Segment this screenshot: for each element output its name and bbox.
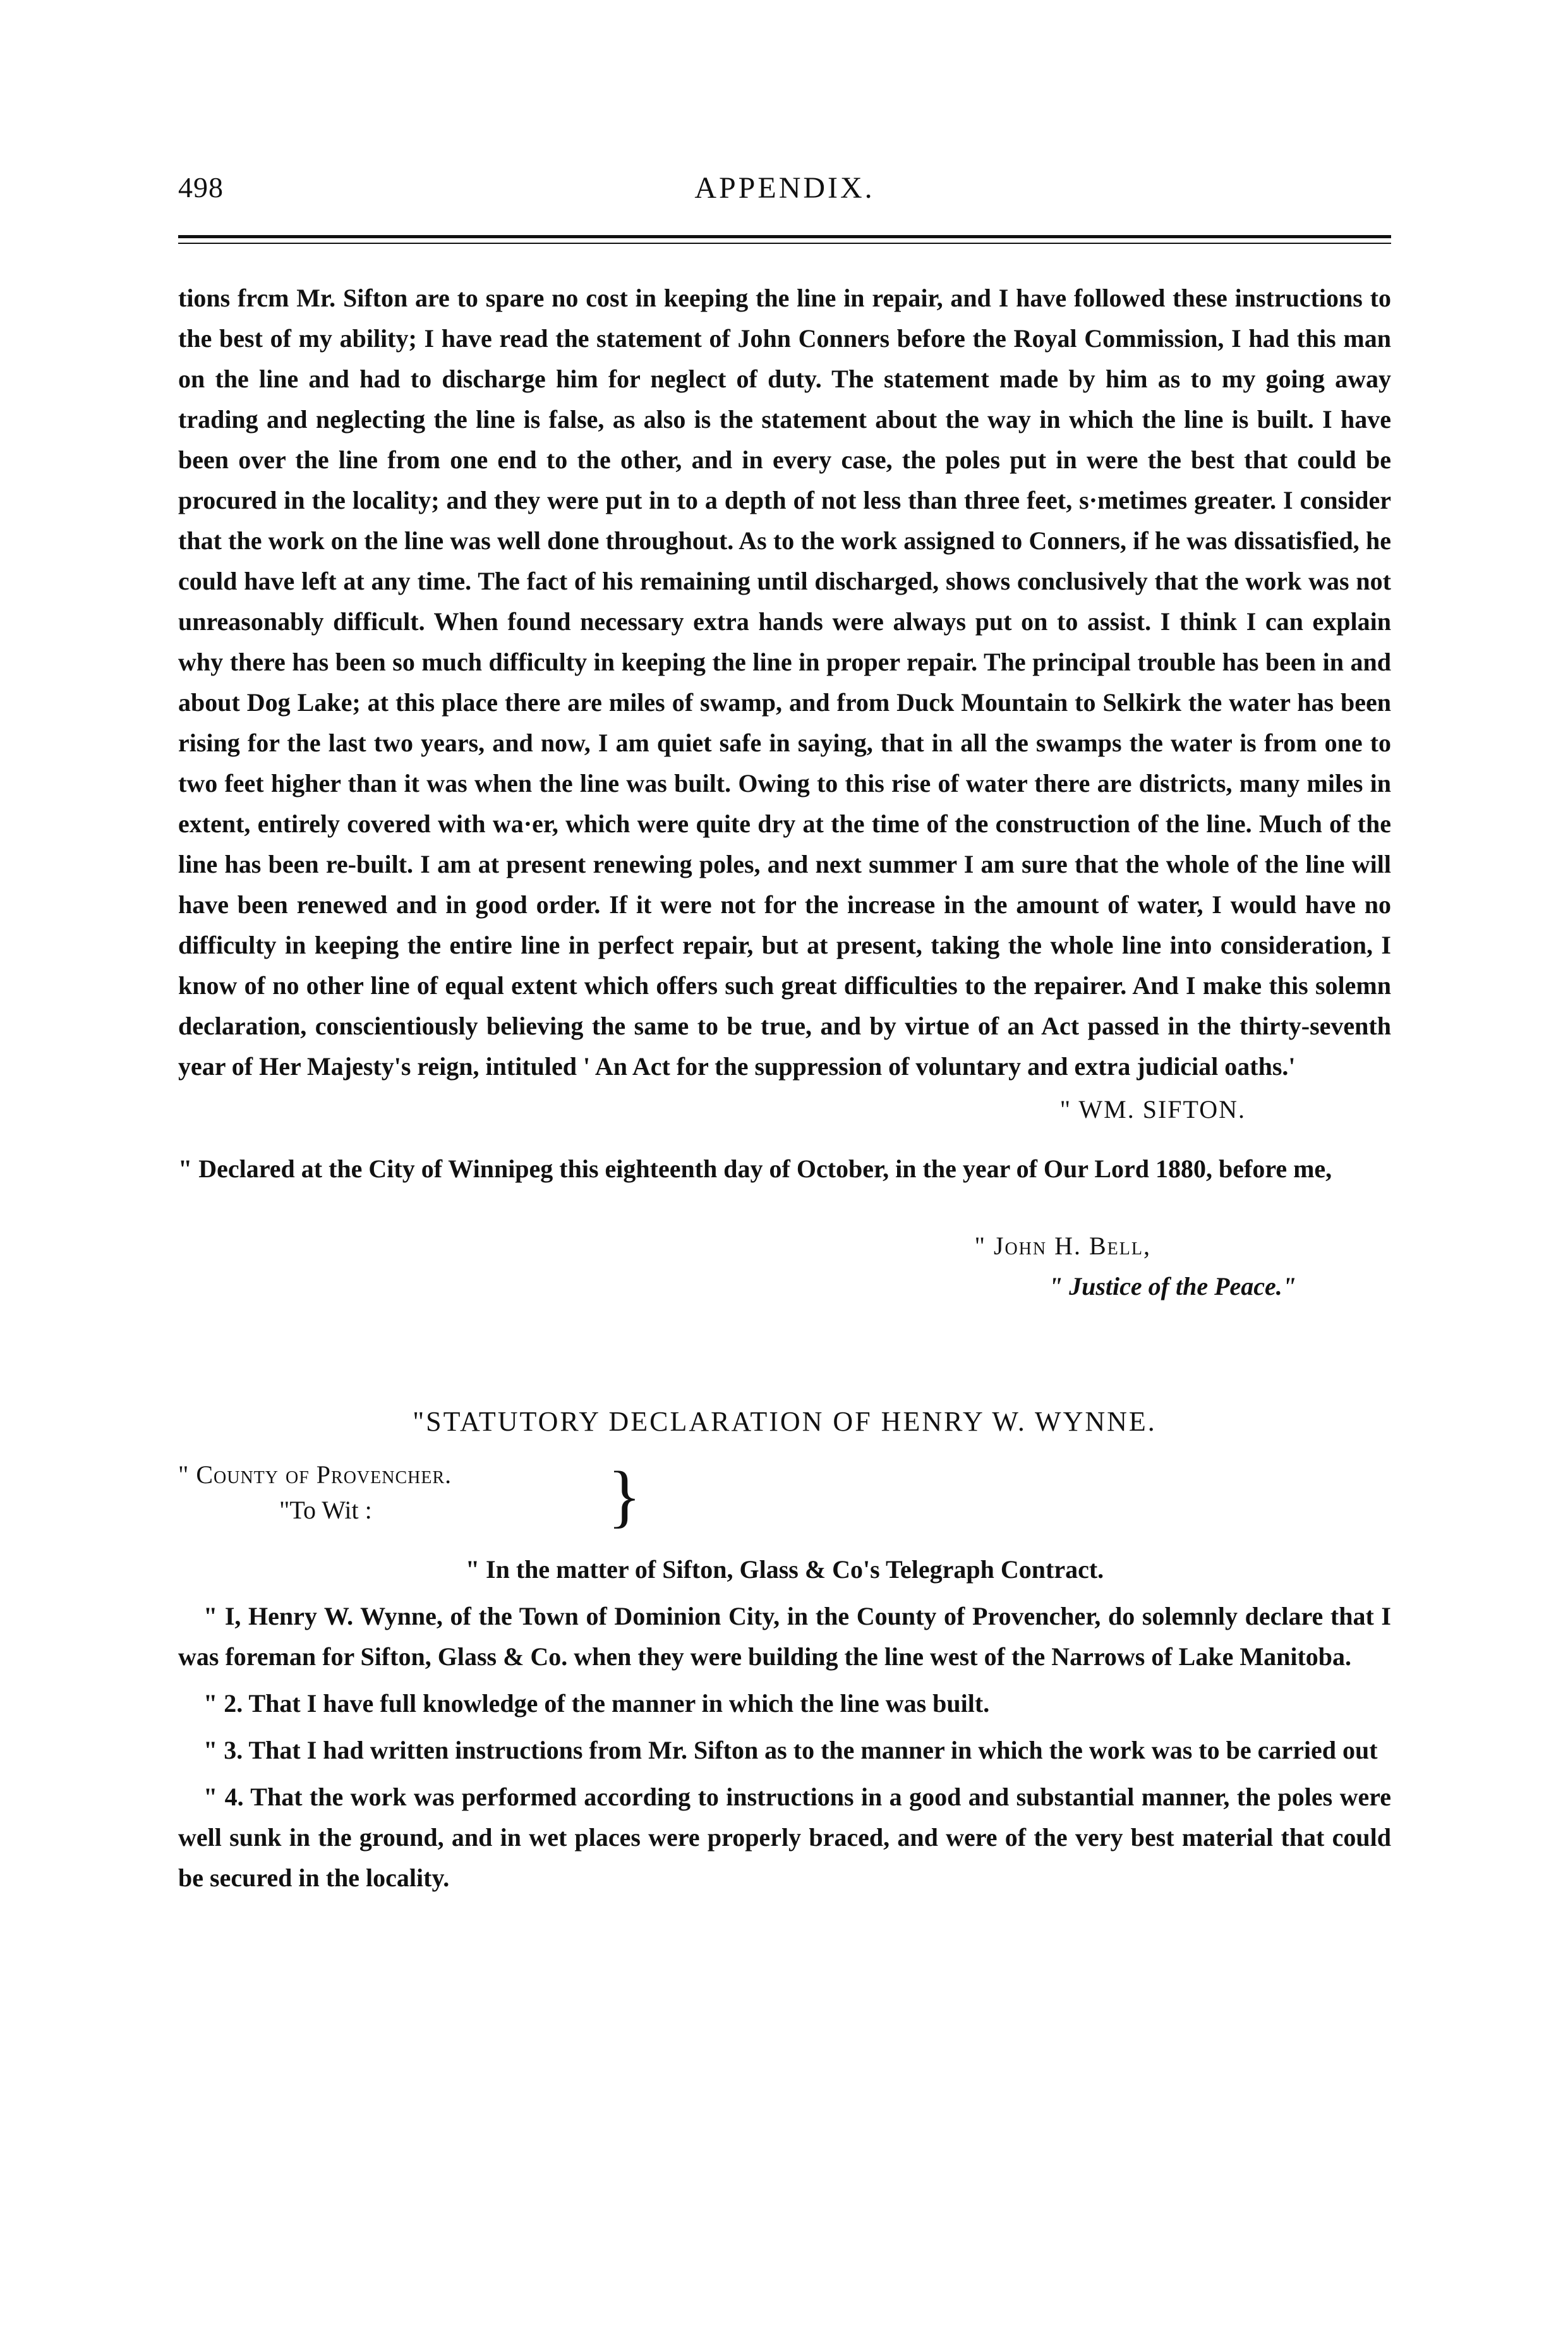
wynne-paragraph-3: " 3. That I had written instructions from Mr. Sifton as to the manner in which the work was to be carried out [203, 1736, 1378, 1764]
running-head: APPENDIX. [694, 171, 875, 205]
justice-title: " Justice of the Peace." [1048, 1272, 1296, 1300]
sifton-signature: " WM. SIFTON. [1059, 1095, 1246, 1124]
declaration-place-date: " Declared at the City of Winnipeg this eighteenth day of October, in the year of Our Lord 1880, before me, [178, 1155, 1332, 1183]
to-wit-line: "To Wit : [279, 1496, 372, 1524]
county-line: " County of Provencher. [178, 1460, 452, 1489]
matter-line: " In the matter of Sifton, Glass & Co's Telegraph Contract. [465, 1555, 1104, 1584]
header-rule-thick [178, 235, 1391, 238]
sifton-statement-paragraph: tions frcm Mr. Sifton are to spare no cost in keeping the line in repair, and I have followed these instructions to the best of my ability; I have read the statement of John Conners before the Royal Commission, I had this man on the line and had to discharge him for neglect of duty. The statement made by him as to my going away trading and neglecting the line is false, as also is the statement about the way in which the line is built. I have been over the line from one end to the other, and in every case, the poles put in were the best that could be procured in the locality; and they were put in to a depth of not less than three feet, s·metimes greater. I consider that the work on the line was well done throughout. As to the work assigned to Conners, if he was dissatisfied, he could have left at any time. The fact of his remaining until discharged, shows conclusively that the work was not unreasonably difficult. When found necessary extra hands were always put on to assist. I think I can explain why there has been so much difficulty in keeping the line in proper repair. The principal trouble has been in and about Dog Lake; at this place there are miles of swamp, and from Duck Mountain to Selkirk the water has been rising for the last two years, and now, I am quiet safe in saying, that in all the swamps the water is from one to two feet higher than it was when the line was built. Owing to this rise of water there are districts, many miles in extent, entirely covered with wa·er, which were quite dry at the time of the construction of the line. Much of the line has been re-built. I am at present renewing poles, and next summer I am sure that the whole of the line will have been renewed and in good order. If it were not for the increase in the amount of water, I would have no difficulty in keeping the entire line in perfect repair, but at present, taking the whole line into consideration, I know of no other line of equal extent which offers such great difficulties to the repairer. And I make this solemn declaration, conscientiously believing the same to be true, and by virtue of an Act passed in the thirty-seventh year of Her Majesty's reign, intituled ' An Act for the suppression of voluntary and extra judicial oaths.' [178, 284, 1391, 1081]
wynne-paragraph-4: " 4. That the work was performed according to instructions in a good and substantial manner, the poles were well sunk in the ground, and in wet places were properly braced, and were of the very best material that could be secured in the locality. [178, 1783, 1391, 1892]
wynne-paragraph-1: " I, Henry W. Wynne, of the Town of Dominion City, in the County of Provencher, do solemnly declare that I was foreman for Sifton, Glass & Co. when they were building the line west of the Narrows of Lake Manitoba. [178, 1602, 1391, 1671]
venue-brace: } [608, 1457, 641, 1534]
justice-name: " John H. Bell, [974, 1232, 1151, 1260]
wynne-paragraph-2: " 2. That I have full knowledge of the manner in which the line was built. [203, 1689, 990, 1718]
wynne-declaration-heading: "STATUTORY DECLARATION OF HENRY W. WYNNE. [413, 1406, 1157, 1437]
county-venue-block [178, 1455, 1391, 1537]
page-header [178, 171, 1391, 221]
page-number: 498 [178, 171, 224, 203]
header-rule-thin [178, 243, 1391, 244]
page-body [178, 278, 1391, 1898]
